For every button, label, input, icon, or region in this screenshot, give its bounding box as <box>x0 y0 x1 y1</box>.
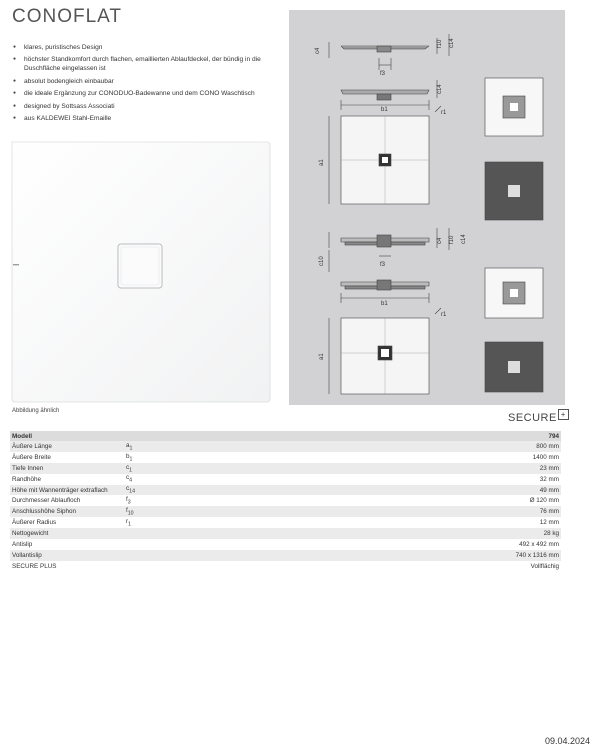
technical-drawing <box>289 10 565 405</box>
dim-label: r1 <box>441 110 447 116</box>
secure-logo: SECURE + <box>508 412 569 424</box>
feature-item: ● die ideale Ergänzung zur CONODUO-Badewanne und dem CONO Waschtisch <box>12 89 282 98</box>
table-row: Äußere Länge $a_1$ 800 mm <box>12 441 559 452</box>
dim-label: f3 <box>380 71 386 77</box>
dim-label: c14 <box>449 38 455 48</box>
document-date: 09.04.2024 <box>544 736 590 746</box>
dim-label: c4 <box>437 237 443 244</box>
table-row: Höhe mit Wannenträger extraflach $c_{14}$ 49 mm <box>12 485 559 495</box>
dim-label: c10 <box>319 256 325 266</box>
dim-label: b1 <box>381 301 388 307</box>
dim-label: f10 <box>437 39 443 48</box>
dim-label: f3 <box>380 262 386 268</box>
dim-label: c4 <box>315 47 321 54</box>
feature-item: ● absolut bodengleich einbaubar <box>12 77 282 86</box>
dim-label: r1 <box>441 312 447 318</box>
dim-label: a1 <box>319 159 325 166</box>
table-row: Antislip 492 x 492 mm <box>12 540 559 548</box>
table-row: Vollantislip 740 x 1316 mm <box>12 551 559 559</box>
product-image <box>10 140 272 403</box>
table-row: Äußere Breite $b_1$ 1400 mm <box>12 452 559 462</box>
specs-table <box>10 431 561 572</box>
feature-list <box>12 43 282 126</box>
dim-label: c14 <box>461 234 467 244</box>
dim-label: f10 <box>449 235 455 244</box>
table-row: SECURE PLUS Vollflächig <box>12 562 559 570</box>
product-title: CONOFLAT <box>12 6 123 27</box>
feature-item: ● klares, puristisches Design <box>12 43 282 52</box>
feature-item: ● höchster Standkomfort durch flachen, emaillierten Ablaufdeckel, der bündig in die Duschfläche eingelassen ist <box>12 55 282 73</box>
table-row: Tiefe Innen $c_1$ 23 mm <box>12 463 559 473</box>
header-model: 794 <box>288 431 561 441</box>
table-header <box>10 431 561 441</box>
feature-item: ● designed by Sottsass Associati <box>12 102 282 111</box>
table-row: Randhöhe $c_4$ 32 mm <box>12 474 559 484</box>
table-row: Nettogewicht 28 kg <box>12 530 559 538</box>
table-row: Anschlusshöhe Siphon $f_{10}$ 76 mm <box>12 507 559 517</box>
dim-label: a1 <box>319 353 325 360</box>
dim-label: c14 <box>437 84 443 94</box>
image-caption: Abbildung ähnlich <box>12 408 60 414</box>
dim-label: b1 <box>381 107 388 113</box>
header-label: Modell <box>10 431 124 441</box>
feature-item: ● aus KALDEWEI Stahl-Emaille <box>12 114 282 123</box>
table-row: Durchmesser Ablaufloch $f_3$ Ø 120 mm <box>12 496 559 506</box>
table-row: Äußerer Radius $r_1$ 12 mm <box>12 518 559 528</box>
